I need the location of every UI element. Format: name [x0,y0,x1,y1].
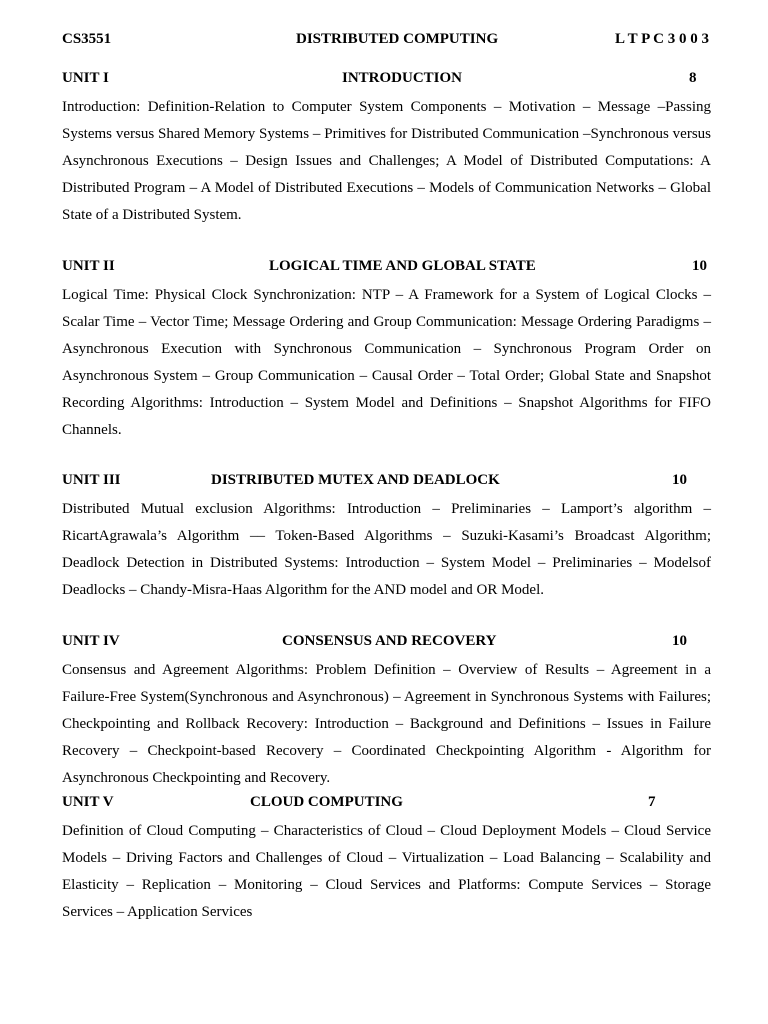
course-title: DISTRIBUTED COMPUTING [296,31,499,47]
unit-description: Introduction: Definition-Relation to Computer System Components – Motivation – Message –Passing Systems versus Shared Memory Systems – Primitives for Distributed Communication –Synchronous versus Asynchronous Executions – Design Issues and Challenges; A Model of Distributed Computations: A Distributed Program – A Model of Distributed Executions – Models of Communication Networks – Global State of a Distributed System. [62,99,711,223]
unit-hours: 7 [648,794,656,810]
unit-title: DISTRIBUTED MUTEX AND DEADLOCK [211,472,500,488]
unit-title: CLOUD COMPUTING [250,794,403,810]
unit-description: Definition of Cloud Computing – Characteristics of Cloud – Cloud Deployment Models – Cloud Service Models – Driving Factors and Challenges of Cloud – Virtualization – Load Balancing – Scalability and Elasticity – Replication – Monitoring – Cloud Services and Platforms: Compute Services – Storage Services – Application Services [62,823,711,920]
unit-heading [62,67,711,89]
unit-description: Consensus and Agreement Algorithms: Problem Definition – Overview of Results – Agreement in a Failure-Free System(Synchronous and Asynchronous) – Agreement in Synchronous Systems with Failures; Checkpointing and Rollback Recovery: Introduction – Background and Definitions – Issues in Failure Recovery – Checkpoint-based Recovery – Coordinated Checkpointing Algorithm - Algorithm for Asynchronous Checkpointing and Recovery. [62,662,711,786]
unit-label: UNIT IV [62,633,120,649]
unit-description: Distributed Mutual exclusion Algorithms: Introduction – Preliminaries – Lamport’s algorithm – RicartAgrawala’s Algorithm –– Token-Based Algorithms – Suzuki-Kasami’s Broadcast Algorithm; Deadlock Detection in Distributed Systems: Introduction – System Model – Preliminaries – Modelsof Deadlocks – Chandy-Misra-Haas Algorithm for the AND model and OR Model. [62,501,711,598]
unit-heading [62,469,711,491]
unit-label: UNIT I [62,70,109,86]
course-code: CS3551 [62,31,112,47]
unit-hours: 10 [672,472,687,488]
unit-title: CONSENSUS AND RECOVERY [282,633,497,649]
unit-hours: 10 [692,258,707,274]
unit-title: INTRODUCTION [342,70,463,86]
unit-label: UNIT III [62,472,121,488]
unit-label: UNIT V [62,794,114,810]
unit-heading [62,791,711,813]
unit-title: LOGICAL TIME AND GLOBAL STATE [269,258,536,274]
unit-section-2 [62,255,711,444]
unit-section-3 [62,469,711,604]
unit-section-1 [62,67,711,229]
course-ltpc: L T P C 3 0 0 3 [614,31,709,47]
unit-description: Logical Time: Physical Clock Synchronization: NTP – A Framework for a System of Logical Clocks – Scalar Time – Vector Time; Message Ordering and Group Communication: Message Ordering Paradigms – Asynchronous Execution with Synchronous Communication – Synchronous Program Order on Asynchronous System – Group Communication – Causal Order – Total Order; Global State and Snapshot Recording Algorithms: Introduction – System Model and Definitions – Snapshot Algorithms for FIFO Channels. [62,287,711,438]
unit-heading [62,255,711,277]
unit-label: UNIT II [62,258,115,274]
unit-heading [62,630,711,652]
unit-section-4 [62,630,711,792]
unit-hours: 8 [689,70,697,86]
unit-hours: 10 [672,633,687,649]
course-header [62,28,711,50]
unit-section-5 [62,791,711,926]
